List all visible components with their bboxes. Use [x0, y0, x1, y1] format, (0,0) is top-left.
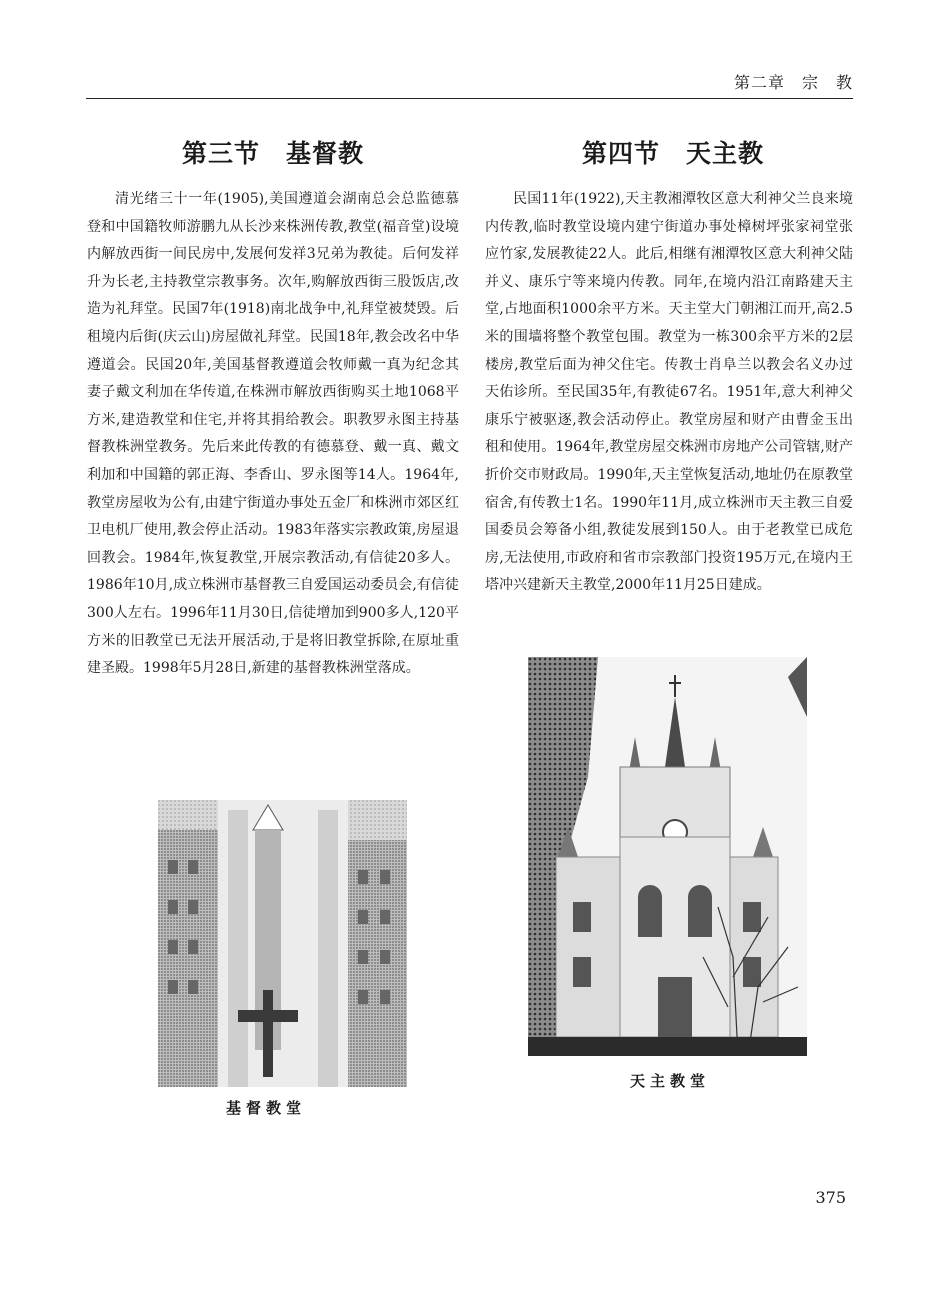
protestant-church-photo [158, 800, 407, 1087]
page-number: 375 [815, 1188, 846, 1207]
section-title-catholicism: 第四节 天主教 [582, 139, 765, 168]
photo-caption-protestant-church: 基督教堂 [226, 1099, 307, 1117]
section-body-catholicism: 民国11年(1922),天主教湘潭牧区意大利神父兰良来境内传教,临时教堂设境内建宁街道办事处樟树坪张家祠堂张应竹家,发展教徒22人。此后,相继有湘潭牧区意大利神父陆并义、康乐宁等来境内传教。同年,在境内沿江南路建天主堂,占地面积1000余平方米。天主堂大门朝湘江而开,高2.5米的围墙将整个教堂包围。教堂为一栋300余平方米的2层楼房,教堂后面为神父住宅。传教士肖阜兰以教会名义办过天佑诊所。至民国35年,有教徒67名。1951年,意大利神父康乐宁被驱逐,教会活动停止。教堂房屋和财产由曹金玉出租和使用。1964年,教堂房屋交株洲市房地产公司管辖,财产折价交市财政局。1990年,天主堂恢复活动,地址仍在原教堂宿舍,有传教士1名。1990年11月,成立株洲市天主教三自爱国委员会筹备小组,教徒发展到150人。由于老教堂已成危房,无法使用,市政府和省市宗教部门投资195万元,在境内王塔冲兴建新天主教堂,2000年11月25日建成。 [485, 191, 853, 594]
running-head [86, 70, 853, 99]
photo-caption-catholic-church: 天主教堂 [630, 1072, 711, 1090]
section-title-christianity: 第三节 基督教 [182, 139, 365, 168]
section-body-christianity: 清光绪三十一年(1905),美国遵道会湖南总会总监德慕登和中国籍牧师游鹏九从长沙来株洲传教,教堂(福音堂)设境内解放西街一间民房中,发展何发祥3兄弟为教徒。后何发祥升为长老,主持教堂宗教事务。次年,购解放西街三股饭店,改造为礼拜堂。民国7年(1918)南北战争中,礼拜堂被焚毁。后租境内后街(庆云山)房屋做礼拜堂。民国18年,教会改名中华遵道会。民国20年,美国基督教遵道会牧师戴一真为纪念其妻子戴文利加在华传道,在株洲市解放西街购买土地1068平方米,建造教堂和住宅,并将其捐给教会。职教罗永图主持基督教株洲堂教务。先后来此传教的有德慕登、戴一真、戴文利加和中国籍的郭正海、李香山、罗永图等14人。1964年,教堂房屋收为公有,由建宁街道办事处五金厂和株洲市郊区红卫电机厂使用,教会停止活动。1983年落实宗教政策,房屋退回教会。1984年,恢复教堂,开展宗教活动,有信徒20多人。1986年10月,成立株洲市基督教三自爱国运动委员会,有信徒300人左右。1996年11月30日,信徒增加到900多人,120平方米的旧教堂已无法开展活动,于是将旧教堂拆除,在原址重建圣殿。1998年5月28日,新建的基督教株洲堂落成。 [87, 191, 459, 677]
catholic-church-photo [528, 657, 807, 1056]
chapter-title: 第二章 宗 教 [733, 73, 853, 92]
